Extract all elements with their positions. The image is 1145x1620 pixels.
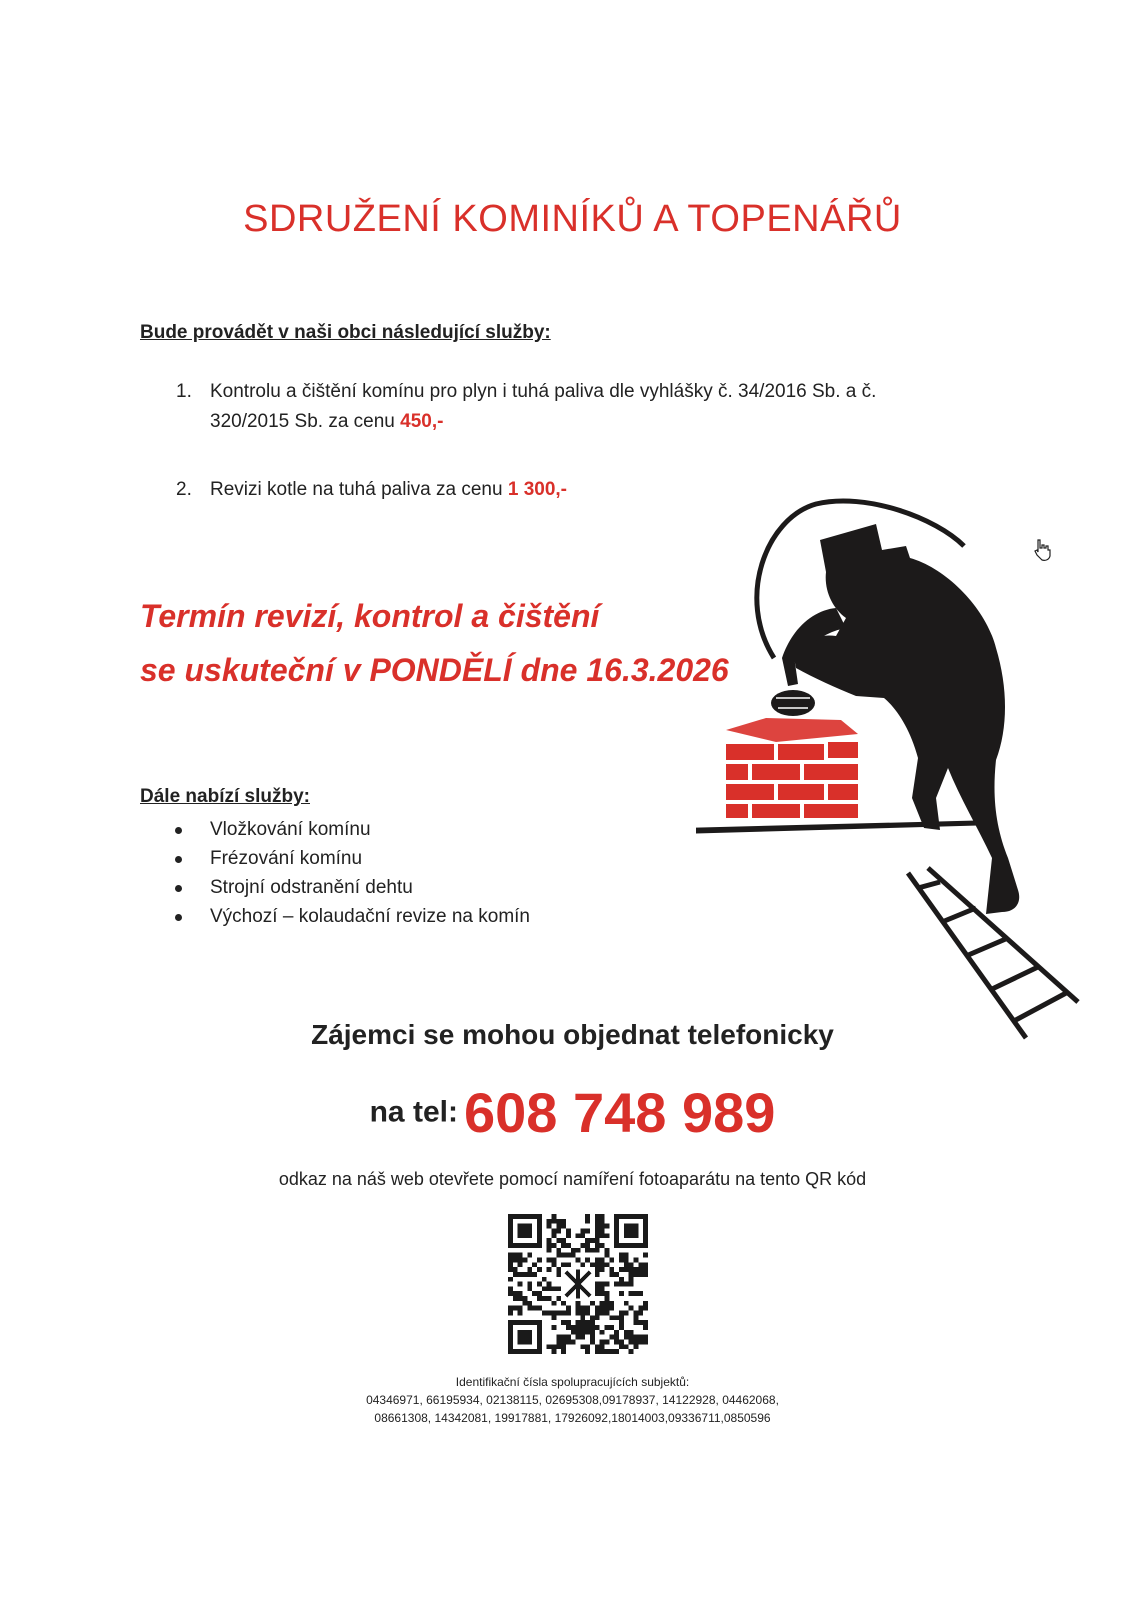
chimney-sweep-icon bbox=[696, 498, 1116, 1058]
ids-line: 08661308, 14342081, 19917881, 17926092,18014003,09336711,0850596 bbox=[374, 1411, 771, 1425]
bullet-icon bbox=[175, 827, 182, 834]
service-number: 1. bbox=[176, 381, 192, 402]
ids-block bbox=[0, 1373, 1145, 1427]
list-item bbox=[172, 844, 530, 873]
service-price: 1 300,- bbox=[507, 479, 567, 500]
list-item-label: Vložkování komínu bbox=[210, 819, 371, 840]
service-number: 2. bbox=[176, 479, 192, 500]
list-item bbox=[172, 873, 530, 902]
term-line-2: se uskuteční v PONDĚLÍ dne 16.3.2026 bbox=[140, 652, 729, 688]
term-line-1: Termín revizí, kontrol a čištění bbox=[140, 598, 600, 634]
list-item-label: Výchozí – kolaudační revize na komín bbox=[210, 906, 531, 927]
hand-cursor-icon bbox=[1031, 538, 1053, 562]
list-item-label: Strojní odstranění dehtu bbox=[210, 877, 413, 898]
more-services-list bbox=[172, 815, 530, 931]
phone-number[interactable]: 608 748 989 bbox=[463, 1081, 776, 1144]
service-text: Revizi kotle na tuhá paliva za cenu bbox=[210, 479, 503, 500]
order-text: Zájemci se mohou objednat telefonicky bbox=[311, 1019, 834, 1050]
service-item bbox=[176, 377, 976, 441]
qr-code-icon[interactable] bbox=[508, 1214, 648, 1354]
qr-note: odkaz na náš web otevřete pomocí namíření fotoaparátu na tento QR kód bbox=[278, 1169, 867, 1189]
service-text-wrap bbox=[210, 377, 950, 437]
ids-heading: Identifikační čísla spolupracujících subjektů: bbox=[455, 1375, 690, 1389]
bullet-icon bbox=[175, 914, 182, 921]
bullet-icon bbox=[175, 885, 182, 892]
service-text: Kontrolu a čištění komínu pro plyn i tuhá paliva dle vyhlášky č. 34/2016 Sb. a č. 320/2015 Sb. za cenu bbox=[210, 381, 877, 432]
list-item bbox=[172, 815, 530, 844]
phone-label: na tel: bbox=[369, 1095, 458, 1129]
bullet-icon bbox=[175, 856, 182, 863]
more-services-heading: Dále nabízí služby: bbox=[140, 786, 310, 807]
services-intro: Bude provádět v naši obci následující služby: bbox=[140, 322, 551, 343]
list-item bbox=[172, 902, 530, 931]
list-item-label: Frézování komínu bbox=[210, 848, 363, 869]
ids-line: 04346971, 66195934, 02138115, 02695308,09178937, 14122928, 04462068, bbox=[366, 1393, 779, 1407]
phone-row bbox=[0, 1080, 1145, 1145]
service-price: 450,- bbox=[400, 411, 444, 432]
page-title: SDRUŽENÍ KOMINÍKŮ A TOPENÁŘŮ bbox=[243, 198, 902, 240]
